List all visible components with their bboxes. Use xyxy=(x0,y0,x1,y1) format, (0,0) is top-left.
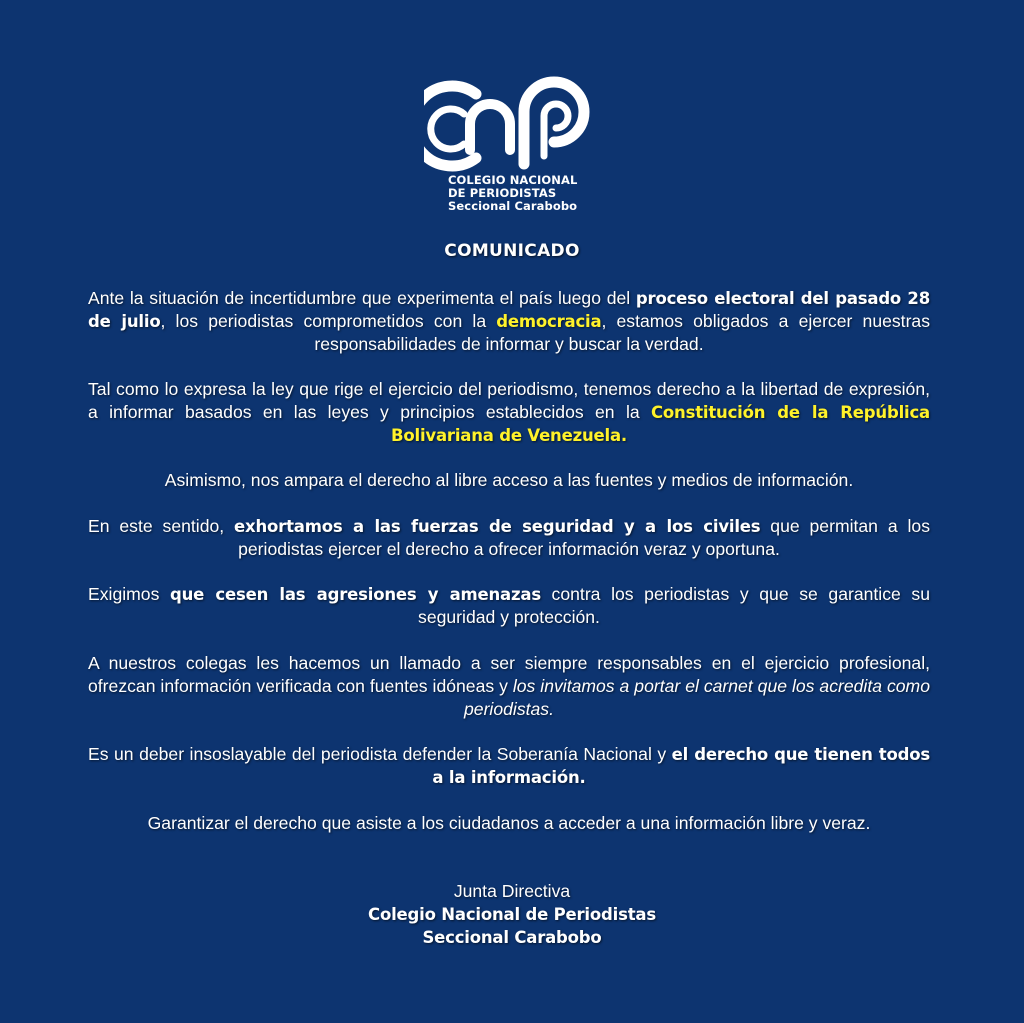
p1-text-1: Ante la situación de incertidumbre que experimenta el país luego del xyxy=(88,288,636,308)
p6-italic-1: los invitamos a portar el carnet que los acredita como periodistas. xyxy=(464,676,930,719)
signature-line-1: Junta Directiva xyxy=(453,881,571,901)
p1-text-3: , estamos obligados a ejercer nuestras responsabilidades de informar y buscar la verdad. xyxy=(314,311,931,354)
signature-line-3: Seccional Carabobo xyxy=(422,928,602,947)
p3-text-1: Asimismo, nos ampara el derecho al libre acceso a las fuentes y medios de información. xyxy=(164,470,854,490)
signature xyxy=(0,880,1024,949)
logo-line-1: COLEGIO NACIONAL xyxy=(448,173,578,187)
paragraph-6 xyxy=(88,652,930,721)
p4-bold-1: exhortamos a las fuerzas de seguridad y a los civiles xyxy=(234,517,761,536)
p4-text-2: que permitan a los periodistas ejercer el derecho a ofrecer información veraz y oportuna. xyxy=(238,516,931,559)
p5-text-1: Exigimos xyxy=(88,584,170,604)
signature-line-2: Colegio Nacional de Periodistas xyxy=(368,905,656,924)
p5-bold-1: que cesen las agresiones y amenazas xyxy=(169,585,541,604)
page-title: COMUNICADO xyxy=(444,241,580,261)
paragraph-1 xyxy=(88,287,930,356)
p1-highlight-democracia: democracia xyxy=(496,312,602,331)
p7-text-1: Es un deber insoslayable del periodista defender la Soberanía Nacional y xyxy=(88,744,672,764)
cnp-logo xyxy=(424,72,600,220)
p4-text-1: En este sentido, xyxy=(88,516,235,536)
paragraph-4 xyxy=(88,515,930,561)
p2-text-1: Tal como lo expresa la ley que rige el ejercicio del periodismo, tenemos derecho a la libertad de expresión, a informar basados en las leyes y principios establecidos en la xyxy=(88,379,930,422)
logo-line-3: Seccional Carabobo xyxy=(448,199,578,213)
p1-text-2: , los periodistas comprometidos con la xyxy=(160,311,497,331)
logo-text xyxy=(448,174,576,213)
p6-text-1: A nuestros colegas les hacemos un llamado a ser siempre responsables en el ejercicio profesional, ofrezcan información verificada con fuentes idóneas y xyxy=(88,653,930,696)
p8-text-1: Garantizar el derecho que asiste a los ciudadanos a acceder a una información libre y veraz. xyxy=(147,813,871,833)
p1-bold-1: proceso electoral del pasado 28 de julio xyxy=(88,289,930,331)
logo-line-2: DE PERIODISTAS xyxy=(448,186,557,200)
paragraph-5 xyxy=(88,583,930,629)
p7-bold-1: el derecho que tienen todos a la información. xyxy=(432,745,930,787)
paragraph-2 xyxy=(88,378,930,447)
p2-highlight-constitucion: Constitución de la República Bolivariana de Venezuela. xyxy=(390,403,930,445)
cnp-monogram-icon xyxy=(424,72,600,172)
paragraph-3 xyxy=(88,469,930,492)
p5-text-2: contra los periodistas y que se garantice su seguridad y protección. xyxy=(418,584,930,627)
paragraph-8 xyxy=(88,812,930,835)
paragraph-7 xyxy=(88,743,930,789)
